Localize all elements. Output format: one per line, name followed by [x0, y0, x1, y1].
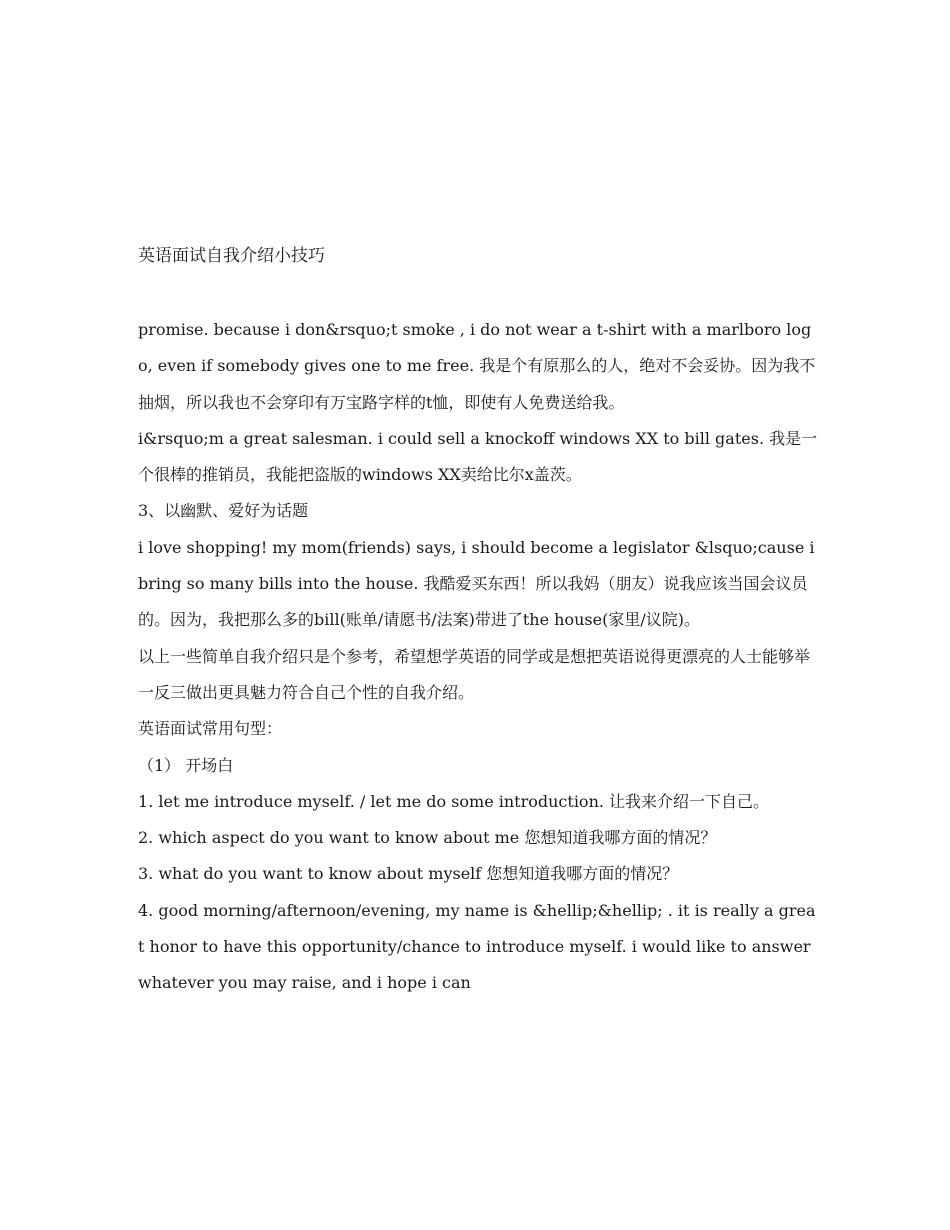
- paragraph-item-3: 3. what do you want to know about myself 您想知道我哪方面的情况？: [138, 864, 679, 884]
- paragraph-promise: promise. because i don&rsquo;t smoke , i do not wear a t-shirt with a marlboro logo, even if somebody gives one to me free. 我是个有原那么的人，绝对不会妥协。因为我不抽烟，所以我也不会穿印有万宝路字样的t恤，即使有人免费送给我。: [138, 320, 816, 412]
- paragraph-humor-heading: 3、以幽默、爱好为话题: [138, 501, 309, 521]
- paragraph-opening-heading: （1） 开场白: [138, 755, 234, 775]
- paragraph-sentence-patterns-heading: 英语面试常用句型：: [138, 719, 283, 739]
- paragraph-shopping: i love shopping! my mom(friends) says, i should become a legislator &lsquo;cause i bring so many bills into the house. 我酷爱买东西！所以我妈（朋友）说我应该当国会议员的。因为，我把那么多的bill(账单/请愿书/法案)带进了the house(家里/议院)。: [138, 537, 815, 630]
- paragraph-salesman: i&rsquo;m a great salesman. i could sell a knockoff windows XX to bill gates. 我是一个很棒的推销员，我能把盗版的windows XX卖给比尔x盖茨。: [138, 428, 818, 485]
- paragraph-item-4: 4. good morning/afternoon/evening, my name is &hellip;&hellip; . it is really a great honor to have this opportunity/chance to introduce myself. i would like to answer whatever you may raise, and i hope i can: [138, 900, 816, 993]
- paragraph-reference-note: 以上一些简单自我介绍只是个参考，希望想学英语的同学或是想把英语说得更漂亮的人士能够举一反三做出更具魅力符合自己个性的自我介绍。: [138, 646, 811, 702]
- paragraph-item-1: 1. let me introduce myself. / let me do some introduction. 让我来介绍一下自己。: [138, 791, 770, 811]
- document-body: [138, 312, 818, 1002]
- document-title: 英语面试自我介绍小技巧: [138, 246, 325, 266]
- paragraph-item-2: 2. which aspect do you want to know about me 您想知道我哪方面的情况？: [138, 828, 717, 848]
